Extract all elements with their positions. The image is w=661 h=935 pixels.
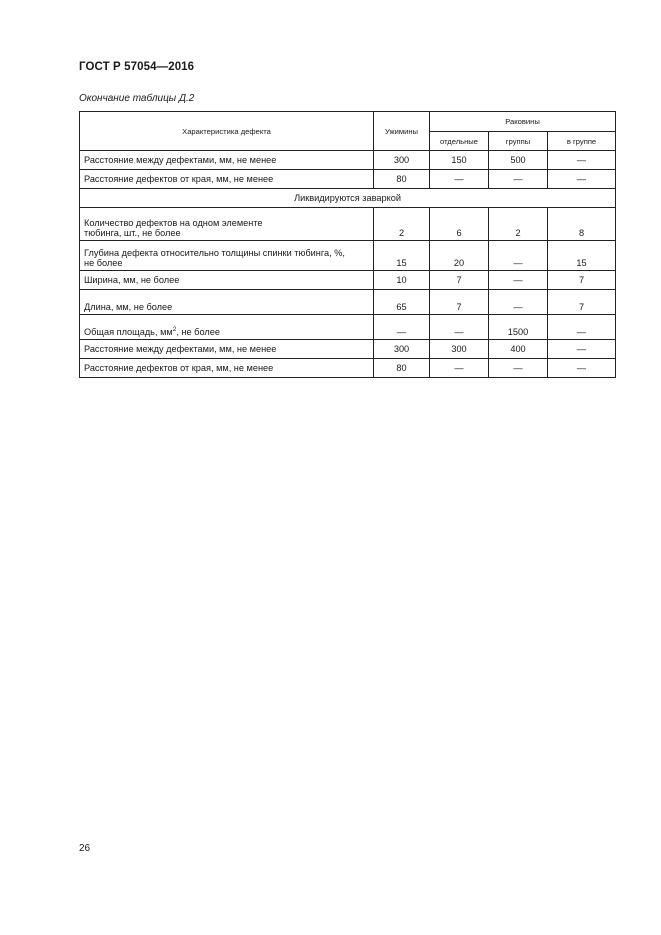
row-label: Расстояние между дефектами, мм, не менее — [80, 340, 374, 359]
cell-value: — — [548, 170, 616, 189]
table-row — [80, 359, 616, 378]
cell-value: 7 — [430, 271, 489, 290]
table-row — [80, 151, 616, 170]
row-label — [80, 241, 374, 271]
cell-value: — — [489, 359, 548, 378]
cell-value: 1500 — [489, 315, 548, 340]
cell-value: 150 — [430, 151, 489, 170]
cell-value: 2 — [489, 208, 548, 241]
cell-value: 300 — [430, 340, 489, 359]
page-number: 26 — [79, 843, 91, 854]
row-label — [80, 315, 374, 340]
cell-value: 8 — [548, 208, 616, 241]
cell-value: 20 — [430, 241, 489, 271]
cell-value: — — [430, 359, 489, 378]
row-label: Расстояние дефектов от края, мм, не менее — [80, 170, 374, 189]
header-single: отдельные — [430, 132, 489, 151]
cell-value: — — [489, 290, 548, 315]
document-header: ГОСТ Р 57054—2016 — [79, 61, 195, 73]
cell-value: 400 — [489, 340, 548, 359]
table-caption: Окончание таблицы Д.2 — [79, 93, 195, 104]
defect-table — [79, 111, 616, 378]
cell-value: — — [548, 315, 616, 340]
cell-value: 80 — [374, 170, 430, 189]
cell-value: 2 — [374, 208, 430, 241]
cell-value: 500 — [489, 151, 548, 170]
cell-value: 65 — [374, 290, 430, 315]
header-characteristic: Характеристика дефекта — [80, 112, 374, 151]
table-row — [80, 208, 616, 241]
row-label-text: , не более — [176, 327, 220, 337]
table-row — [80, 271, 616, 290]
row-label-line: Количество дефектов на одном элементе — [84, 218, 263, 228]
row-label-line: Глубина дефекта относительно толщины спинки тюбинга, %, — [84, 248, 345, 258]
row-label: Расстояние дефектов от края, мм, не менее — [80, 359, 374, 378]
section-label: Ликвидируются заваркой — [80, 189, 616, 208]
table-row — [80, 241, 616, 271]
cell-value: — — [430, 315, 489, 340]
row-label-text: Общая площадь, мм — [84, 327, 173, 337]
row-label-line: не более — [84, 258, 123, 268]
row-label-line: тюбинга, шт., не более — [84, 228, 181, 238]
table-row — [80, 290, 616, 315]
row-label: Ширина, мм, не более — [80, 271, 374, 290]
cell-value: 15 — [548, 241, 616, 271]
table-row — [80, 340, 616, 359]
row-label — [80, 208, 374, 241]
cell-value: 7 — [548, 271, 616, 290]
header-cavities: Раковины — [430, 112, 616, 132]
cell-value: — — [374, 315, 430, 340]
header-in-group: в группе — [548, 132, 616, 151]
header-dents: Ужимины — [374, 112, 430, 151]
cell-value: 15 — [374, 241, 430, 271]
superscript: 2 — [172, 325, 177, 333]
section-row — [80, 189, 616, 208]
cell-value: 6 — [430, 208, 489, 241]
cell-value: — — [548, 151, 616, 170]
cell-value: 80 — [374, 359, 430, 378]
cell-value: — — [489, 170, 548, 189]
cell-value: 10 — [374, 271, 430, 290]
cell-value: — — [548, 340, 616, 359]
cell-value: — — [489, 241, 548, 271]
row-label: Расстояние между дефектами, мм, не менее — [80, 151, 374, 170]
cell-value: — — [430, 170, 489, 189]
cell-value: 300 — [374, 151, 430, 170]
table-row — [80, 315, 616, 340]
header-groups: группы — [489, 132, 548, 151]
cell-value: 7 — [430, 290, 489, 315]
table-row — [80, 170, 616, 189]
cell-value: — — [489, 271, 548, 290]
cell-value: 300 — [374, 340, 430, 359]
cell-value: 7 — [548, 290, 616, 315]
row-label: Длина, мм, не более — [80, 290, 374, 315]
cell-value: — — [548, 359, 616, 378]
